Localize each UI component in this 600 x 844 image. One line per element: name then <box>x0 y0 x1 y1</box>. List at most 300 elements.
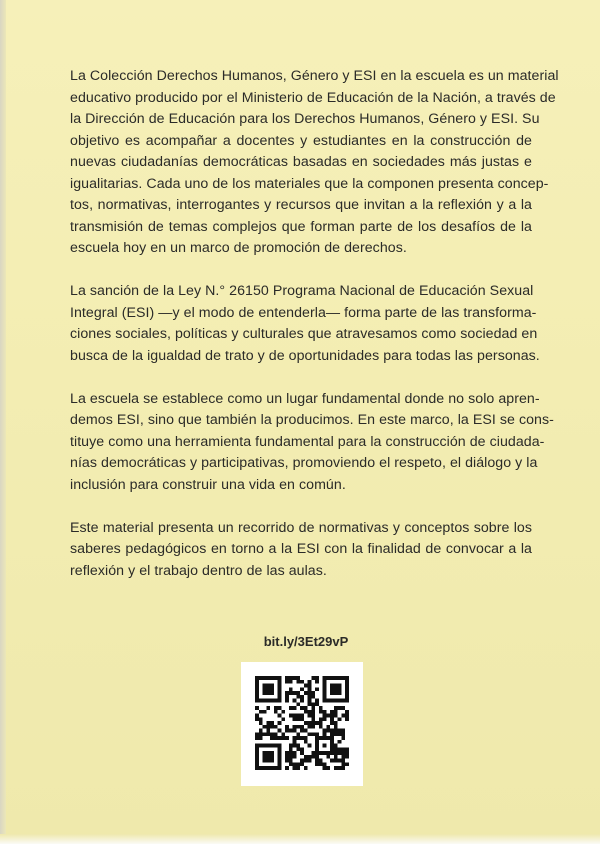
qr-module <box>338 676 342 680</box>
qr-module <box>300 717 304 721</box>
qr-module <box>304 710 308 714</box>
qr-module <box>326 714 330 718</box>
qr-module <box>308 691 312 695</box>
qr-module <box>341 766 345 770</box>
qr-module <box>255 676 259 680</box>
qr-module <box>266 744 270 748</box>
qr-module <box>266 676 270 680</box>
qr-module <box>263 755 267 759</box>
qr-module <box>296 762 300 766</box>
paragraph-school-role <box>70 389 554 497</box>
qr-module <box>315 699 319 703</box>
qr-module <box>319 736 323 740</box>
qr-module <box>255 732 259 736</box>
qr-module <box>311 710 315 714</box>
qr-module <box>334 699 338 703</box>
qr-module <box>274 706 278 710</box>
qr-module <box>308 699 312 703</box>
qr-module <box>330 721 334 725</box>
qr-module <box>274 736 278 740</box>
qr-module <box>341 729 345 733</box>
qr-module <box>296 695 300 699</box>
qr-module <box>289 751 293 755</box>
qr-module <box>270 699 274 703</box>
qr-module <box>338 706 342 710</box>
qr-module <box>278 747 282 751</box>
qr-module <box>289 762 293 766</box>
qr-module <box>296 714 300 718</box>
qr-module <box>345 676 349 680</box>
qr-module <box>266 755 270 759</box>
qr-module <box>338 747 342 751</box>
qr-module <box>255 691 259 695</box>
text-line: tituye como una herramienta fundamental para la construcción de ciudada- <box>70 433 545 450</box>
qr-module <box>296 717 300 721</box>
qr-module <box>300 714 304 718</box>
qr-module <box>330 710 334 714</box>
qr-module <box>323 699 327 703</box>
qr-module <box>259 736 263 740</box>
qr-module <box>334 721 338 725</box>
qr-module <box>266 729 270 733</box>
qr-module <box>315 721 319 725</box>
qr-code-panel[interactable] <box>241 662 363 786</box>
qr-module <box>281 732 285 736</box>
qr-module <box>311 676 315 680</box>
qr-module <box>326 729 330 733</box>
qr-module <box>255 695 259 699</box>
qr-module <box>255 699 259 703</box>
qr-module <box>304 759 308 763</box>
qr-module <box>338 732 342 736</box>
text-line: la Dirección de Educación para los Derechos Humanos, Género y ESI. Su <box>70 111 540 127</box>
qr-module <box>308 684 312 688</box>
text-line: objetivo es acompañar a docentes y estudiantes en la construcción de <box>70 132 532 149</box>
qr-module <box>334 729 338 733</box>
qr-module <box>311 702 315 706</box>
qr-module <box>296 732 300 736</box>
qr-module <box>255 744 259 748</box>
text-line: escuela hoy en un marco de promoción de derechos. <box>70 240 407 256</box>
text-line: La escuela se establece como un lugar fundamental donde no solo apren- <box>70 390 540 407</box>
qr-module <box>281 717 285 721</box>
qr-module <box>341 714 345 718</box>
qr-module <box>293 706 297 710</box>
qr-module <box>266 766 270 770</box>
qr-module <box>274 725 278 729</box>
text-line: Integral (ESI) —y el modo de entenderla— forma parte de las transforma- <box>70 304 537 321</box>
qr-module <box>334 706 338 710</box>
qr-module <box>304 706 308 710</box>
qr-module <box>259 710 263 714</box>
qr-module <box>278 766 282 770</box>
qr-module <box>289 747 293 751</box>
qr-module <box>293 714 297 718</box>
qr-module <box>308 725 312 729</box>
qr-module <box>263 766 267 770</box>
qr-module <box>319 710 323 714</box>
qr-module <box>311 732 315 736</box>
qr-module <box>300 725 304 729</box>
qr-module <box>308 714 312 718</box>
qr-module <box>323 729 327 733</box>
qr-module <box>259 717 263 721</box>
qr-module <box>304 766 308 770</box>
qr-module <box>274 766 278 770</box>
qr-module <box>304 684 308 688</box>
qr-module <box>300 729 304 733</box>
qr-module <box>330 729 334 733</box>
qr-module <box>255 684 259 688</box>
qr-module <box>296 747 300 751</box>
qr-module <box>300 751 304 755</box>
qr-module <box>323 684 327 688</box>
qr-module <box>308 702 312 706</box>
qr-module <box>255 766 259 770</box>
qr-module <box>334 766 338 770</box>
text-line: Este material presenta un recorrido de normativas y conceptos sobre los <box>70 519 532 536</box>
qr-module <box>270 684 274 688</box>
qr-module <box>341 762 345 766</box>
qr-module <box>338 751 342 755</box>
qr-module <box>338 687 342 691</box>
qr-module <box>311 751 315 755</box>
qr-module <box>296 744 300 748</box>
qr-module <box>266 699 270 703</box>
qr-module <box>334 687 338 691</box>
qr-module <box>338 766 342 770</box>
qr-module <box>274 699 278 703</box>
qr-module <box>330 717 334 721</box>
qr-module <box>255 687 259 691</box>
qr-module <box>345 762 349 766</box>
qr-module <box>345 717 349 721</box>
page-bottom-edge <box>0 834 600 844</box>
qr-module <box>326 751 330 755</box>
text-line: nuevas ciudadanías democráticas basadas en sociedades más justas e <box>70 154 532 170</box>
qr-module <box>323 710 327 714</box>
qr-module <box>308 759 312 763</box>
short-link[interactable]: bit.ly/3Et29vP <box>263 634 349 649</box>
qr-module <box>266 706 270 710</box>
qr-module <box>270 751 274 755</box>
qr-module <box>308 732 312 736</box>
qr-module <box>278 687 282 691</box>
qr-module <box>338 729 342 733</box>
qr-module <box>278 744 282 748</box>
qr-module <box>319 725 323 729</box>
qr-module <box>293 717 297 721</box>
text-line: nías democráticas y participativas, promoviendo el respeto, el diálogo y la <box>70 455 538 471</box>
qr-module <box>300 759 304 763</box>
qr-module <box>255 759 259 763</box>
text-line: busca de la igualdad de trato y de oportunidades para todas las personas. <box>70 347 540 364</box>
qr-module <box>341 736 345 740</box>
qr-module <box>338 740 342 744</box>
qr-module <box>278 729 282 733</box>
text-line: demos ESI, sino que también la producimos. En este marco, la ESI se cons- <box>70 412 554 428</box>
qr-module <box>289 744 293 748</box>
qr-module <box>330 691 334 695</box>
qr-module <box>334 759 338 763</box>
qr-module <box>266 759 270 763</box>
text-line: reflexión y el trabajo dentro de las aulas. <box>70 562 327 579</box>
qr-module <box>293 762 297 766</box>
qr-module <box>330 684 334 688</box>
qr-module <box>278 680 282 684</box>
qr-module <box>263 732 267 736</box>
qr-module <box>278 714 282 718</box>
qr-module <box>345 680 349 684</box>
qr-module <box>323 762 327 766</box>
qr-module <box>308 755 312 759</box>
qr-module <box>338 691 342 695</box>
qr-module <box>345 687 349 691</box>
qr-module <box>323 676 327 680</box>
qr-module <box>263 687 267 691</box>
qr-module <box>293 744 297 748</box>
qr-module <box>341 732 345 736</box>
qr-module <box>345 714 349 718</box>
qr-module <box>278 691 282 695</box>
text-line: educativo producido por el Ministerio de Educación de la Nación, a través de <box>70 89 556 106</box>
qr-module <box>263 684 267 688</box>
qr-module <box>300 687 304 691</box>
qr-module <box>285 755 289 759</box>
qr-module <box>323 766 327 770</box>
qr-module <box>315 751 319 755</box>
qr-module <box>278 699 282 703</box>
qr-module <box>319 762 323 766</box>
qr-module <box>263 699 267 703</box>
qr-module <box>255 736 259 740</box>
qr-module <box>285 691 289 695</box>
qr-module <box>308 744 312 748</box>
page-left-edge <box>0 0 6 844</box>
qr-module <box>311 721 315 725</box>
qr-module <box>323 691 327 695</box>
qr-module <box>293 729 297 733</box>
qr-module <box>278 676 282 680</box>
qr-module <box>311 691 315 695</box>
qr-module <box>341 751 345 755</box>
qr-module <box>334 684 338 688</box>
qr-module <box>323 717 327 721</box>
qr-module <box>266 691 270 695</box>
qr-module <box>334 744 338 748</box>
qr-module <box>334 691 338 695</box>
qr-module <box>289 714 293 718</box>
qr-module <box>285 680 289 684</box>
qr-module <box>341 699 345 703</box>
text-line: igualitarias. Cada uno de los materiales que la componen presenta concep- <box>70 175 549 192</box>
qr-module <box>285 725 289 729</box>
qr-module <box>263 676 267 680</box>
qr-module <box>289 755 293 759</box>
qr-module <box>293 751 297 755</box>
qr-module <box>285 729 289 733</box>
qr-module <box>255 717 259 721</box>
qr-module <box>285 759 289 763</box>
qr-module <box>270 744 274 748</box>
qr-module <box>319 717 323 721</box>
qr-module <box>326 766 330 770</box>
qr-module <box>330 744 334 748</box>
qr-module <box>300 699 304 703</box>
qr-module <box>319 751 323 755</box>
qr-module <box>270 766 274 770</box>
qr-module <box>259 721 263 725</box>
qr-module <box>334 751 338 755</box>
qr-module <box>285 766 289 770</box>
qr-module <box>304 721 308 725</box>
qr-module <box>285 736 289 740</box>
qr-module <box>263 710 267 714</box>
qr-module <box>293 736 297 740</box>
qr-module <box>278 684 282 688</box>
qr-module <box>300 736 304 740</box>
paragraph-collection-intro <box>70 66 559 260</box>
qr-module <box>278 695 282 699</box>
qr-module <box>278 762 282 766</box>
qr-module <box>278 751 282 755</box>
qr-module <box>259 699 263 703</box>
qr-module <box>304 755 308 759</box>
qr-module <box>323 687 327 691</box>
qr-module <box>345 751 349 755</box>
qr-module <box>345 710 349 714</box>
qr-module <box>285 699 289 703</box>
qr-module <box>334 755 338 759</box>
qr-module <box>255 751 259 755</box>
qr-module <box>289 676 293 680</box>
qr-module <box>281 710 285 714</box>
qr-module <box>330 714 334 718</box>
qr-module <box>259 676 263 680</box>
qr-module <box>315 755 319 759</box>
qr-module <box>330 732 334 736</box>
qr-module <box>345 755 349 759</box>
qr-module <box>281 736 285 740</box>
qr-module <box>259 744 263 748</box>
qr-module <box>266 721 270 725</box>
qr-module <box>334 725 338 729</box>
qr-module <box>319 706 323 710</box>
qr-module <box>285 676 289 680</box>
qr-module <box>311 706 315 710</box>
qr-module <box>300 695 304 699</box>
qr-module <box>304 740 308 744</box>
qr-module <box>296 702 300 706</box>
qr-code-icon <box>255 676 349 770</box>
qr-module <box>300 706 304 710</box>
qr-module <box>334 710 338 714</box>
qr-module <box>323 680 327 684</box>
qr-module <box>278 736 282 740</box>
qr-module <box>270 676 274 680</box>
qr-module <box>315 762 319 766</box>
qr-module <box>326 676 330 680</box>
qr-module <box>285 695 289 699</box>
qr-module <box>323 695 327 699</box>
qr-module <box>270 755 274 759</box>
qr-module <box>289 729 293 733</box>
qr-module <box>293 766 297 770</box>
qr-module <box>255 706 259 710</box>
qr-module <box>326 725 330 729</box>
qr-module <box>300 680 304 684</box>
qr-module <box>278 706 282 710</box>
qr-module <box>326 699 330 703</box>
qr-module <box>330 699 334 703</box>
qr-module <box>270 725 274 729</box>
qr-module <box>315 702 319 706</box>
qr-module <box>293 755 297 759</box>
qr-module <box>293 725 297 729</box>
text-line: ciones sociales, políticas y culturales que atravesamos como sociedad en <box>70 326 538 342</box>
qr-module <box>338 717 342 721</box>
qr-module <box>296 766 300 770</box>
qr-module <box>274 710 278 714</box>
qr-module <box>300 747 304 751</box>
qr-module <box>296 725 300 729</box>
qr-module <box>334 714 338 718</box>
qr-module <box>315 676 319 680</box>
qr-module <box>263 725 267 729</box>
qr-module <box>330 759 334 763</box>
paragraph-law-26150 <box>70 281 540 367</box>
qr-module <box>289 759 293 763</box>
qr-module <box>278 721 282 725</box>
qr-module <box>341 706 345 710</box>
qr-module <box>345 747 349 751</box>
qr-module <box>315 744 319 748</box>
text-line: inclusión para construir una vida en común. <box>70 476 346 493</box>
qr-module <box>345 684 349 688</box>
qr-module <box>319 759 323 763</box>
text-line: La sanción de la Ley N.° 26150 Programa Nacional de Educación Sexual <box>70 283 534 299</box>
text-line: La Colección Derechos Humanos, Género y ESI en la escuela es un material <box>70 68 559 84</box>
qr-module <box>326 736 330 740</box>
qr-module <box>330 747 334 751</box>
qr-module <box>266 684 270 688</box>
qr-module <box>341 759 345 763</box>
qr-module <box>270 732 274 736</box>
qr-module <box>274 676 278 680</box>
qr-module <box>293 699 297 703</box>
qr-module <box>311 695 315 699</box>
qr-module <box>345 695 349 699</box>
qr-module <box>278 755 282 759</box>
qr-module <box>274 744 278 748</box>
qr-module <box>308 710 312 714</box>
qr-module <box>274 732 278 736</box>
qr-module <box>338 699 342 703</box>
qr-module <box>266 751 270 755</box>
qr-module <box>323 736 327 740</box>
qr-module <box>259 732 263 736</box>
qr-module <box>323 732 327 736</box>
qr-module <box>270 687 274 691</box>
qr-module <box>289 691 293 695</box>
qr-module <box>289 687 293 691</box>
text-line: transmisión de temas complejos que forman parte de los desafíos de la <box>70 218 532 235</box>
qr-module <box>308 721 312 725</box>
qr-module <box>315 680 319 684</box>
qr-module <box>315 732 319 736</box>
qr-module <box>315 740 319 744</box>
qr-module <box>270 759 274 763</box>
